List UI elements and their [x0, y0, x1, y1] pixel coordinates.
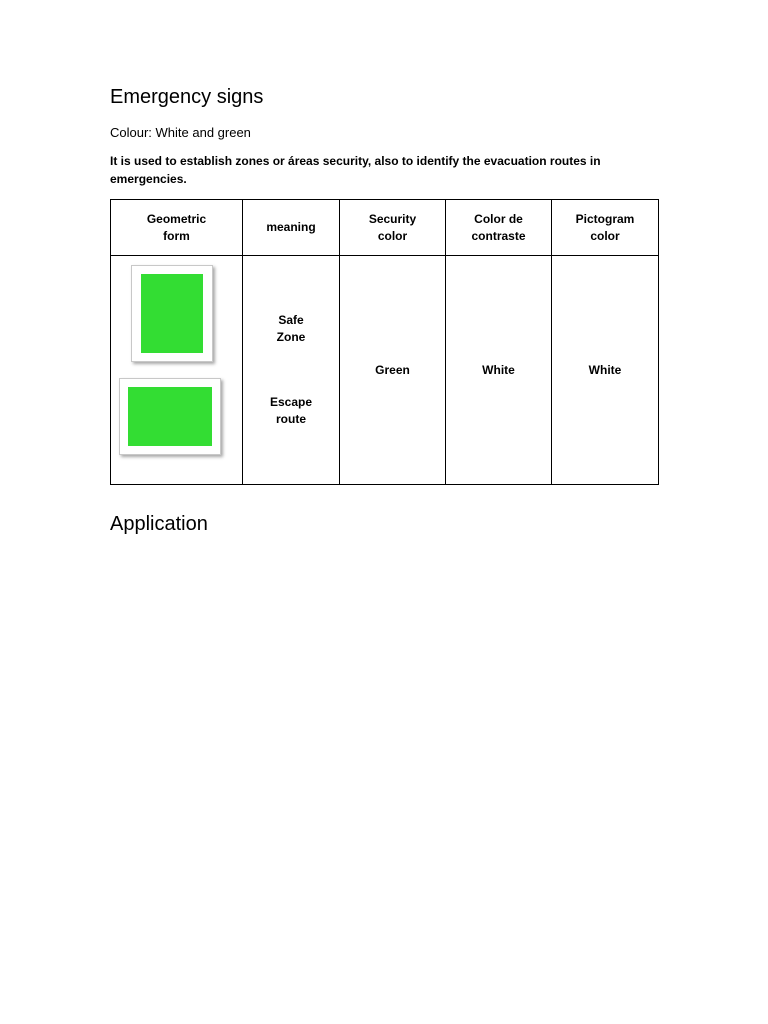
meaning-cell: [243, 256, 340, 485]
green-rectangle-portrait: [141, 274, 203, 353]
escape-route-sign-image: [119, 378, 221, 455]
header-geometric-form: Geometric form: [111, 200, 243, 256]
colour-subtitle: Colour: White and green: [110, 125, 251, 140]
header-pictogram-color: Pictogram color: [552, 200, 659, 256]
header-contrast-color: Color de contraste: [446, 200, 552, 256]
application-heading: Application: [110, 513, 208, 535]
geometric-form-cell: [111, 256, 243, 485]
page-title: Emergency signs: [110, 86, 264, 108]
table-header-row: [111, 200, 659, 256]
green-rectangle-landscape: [128, 387, 212, 446]
safe-zone-sign-image: [131, 265, 213, 362]
emergency-signs-table: [110, 199, 659, 485]
description-text: It is used to establish zones or áreas security, also to identify the evacuation routes in emergencies.: [110, 154, 601, 186]
table-row: [111, 256, 659, 485]
meaning-escape-route: Escape route: [269, 395, 313, 426]
pictogram-color-cell: White: [552, 256, 659, 485]
contrast-color-cell: White: [446, 256, 552, 485]
header-meaning: meaning: [243, 200, 340, 256]
meaning-safe-zone: Safe Zone: [276, 313, 306, 344]
security-color-cell: Green: [340, 256, 446, 485]
header-security-color: Security color: [340, 200, 446, 256]
